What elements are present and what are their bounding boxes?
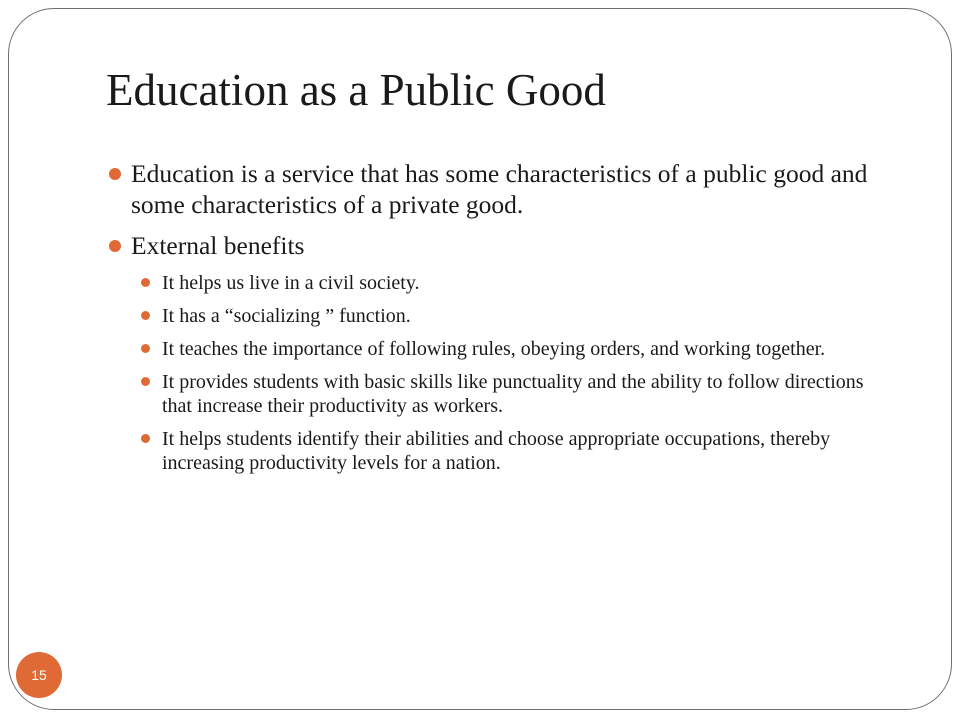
sub-bullet-text: It teaches the importance of following rules, obeying orders, and working together.: [162, 338, 826, 360]
sub-bullet-icon: [141, 278, 150, 287]
sub-bullet-item: [106, 427, 876, 475]
sub-bullet-text: It has a “socializing ” function.: [162, 305, 411, 327]
sub-bullet-item: [106, 271, 876, 295]
sub-bullet-icon: [141, 311, 150, 320]
sub-bullet-icon: [141, 344, 150, 353]
bullet-item: [106, 158, 876, 220]
sub-bullet-icon: [141, 377, 150, 386]
bullet-list: [106, 158, 876, 475]
sub-bullet-item: [106, 304, 876, 328]
bullet-text: Education is a service that has some characteristics of a public good and some characteristics of a private good.: [131, 159, 868, 219]
sub-bullet-text: It helps students identify their abilities and choose appropriate occupations, thereby increasing productivity levels for a nation.: [162, 428, 831, 474]
slide-content: [106, 158, 876, 485]
bullet-icon: [109, 240, 121, 252]
sub-bullet-icon: [141, 434, 150, 443]
sub-bullet-item: [106, 370, 876, 418]
sub-bullet-text: It provides students with basic skills like punctuality and the ability to follow directions that increase their productivity as workers.: [162, 371, 864, 417]
bullet-text: External benefits: [131, 231, 305, 260]
bullet-item: [106, 230, 876, 475]
sub-bullet-text: It helps us live in a civil society.: [162, 272, 420, 294]
sub-bullet-list: [131, 271, 876, 475]
sub-bullet-item: [106, 337, 876, 361]
bullet-icon: [109, 168, 121, 180]
slide-title: Education as a Public Good: [106, 65, 606, 115]
page-number-badge: 15: [16, 652, 62, 698]
